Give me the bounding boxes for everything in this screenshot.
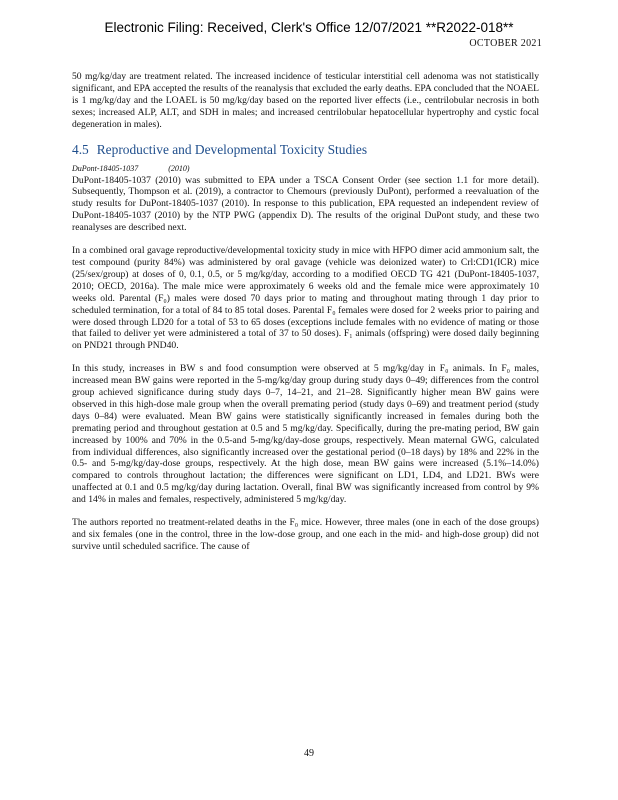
paragraph-study-design: In a combined oral gavage reproductive/developmental toxicity study in mice with HFPO dimer acid ammonium salt, the test compound (purity 84%) was administered by oral gavage (vehicle was deionized water) to Crl:CD1(ICR) mice (25/sex/group) at doses of 0, 0.1, 0.5, or 5 mg/kg/day, according to a modified OECD TG 421 (DuPont-18405-1037, 2010; OECD, 2016a). The male mice were approximately 6 weeks old and the female mice were approximately 10 weeks old. Parental (F₀) males were dosed 70 days prior to mating and throughout mating through 1 day prior to scheduled termination, for a total of 84 to 85 total doses. Parental F₀ females were dosed for 2 weeks prior to pairing and were dosed through LD20 for a total of 53 to 65 doses (exceptions include females with no evidence of mating or those that failed to deliver yet were administered a total of 37 to 50 doses). F₁ animals (offspring) were dosed daily beginning on PND21 through PND40. bbox=[72, 245, 539, 352]
section-title: Reproductive and Developmental Toxicity Studies bbox=[96, 141, 368, 157]
paragraph-continued: 50 mg/kg/day are treatment related. The increased incidence of testicular interstitial cell adenoma was not statistically significant, and EPA accepted the results of the reanalysis that excluded the early deaths. EPA concluded that the NOAEL is 1 mg/kg/day and the LOAEL is 50 mg/kg/day based on the reported liver effects (i.e., centrilobular necrosis in both sexes; increased ALP, ALT, and SDH in males; and increased centrilobular hepatocellular hypertrophy and cystic focal degeneration in males). bbox=[72, 71, 539, 130]
study-subheading-year: (2010) bbox=[168, 163, 190, 173]
section-number: 4.5 bbox=[72, 141, 89, 157]
paragraph-mortality: The authors reported no treatment-related deaths in the F₀ mice. However, three males (one in each of the dose groups) and six females (one in the control, three in the low-dose group, and one each in the mid- and high-dose group) did not survive until scheduled sacrifice. The cause of bbox=[72, 517, 539, 552]
page-number: 49 bbox=[304, 748, 314, 759]
paragraph-study-intro: DuPont-18405-1037 (2010) was submitted to EPA under a TSCA Consent Order (see section 1.1 for more detail). Subsequently, Thompson et al. (2019), a contractor to Chemours (previously DuPont), performed a reevaluation of the study results for DuPont-18405-1037 (2010). In response to this publication, EPA requested an independent review of DuPont-18405-1037 (2010) by the NTP PWG (appendix D). The results of the original DuPont study, and these two reanalyses are described next. bbox=[72, 174, 539, 234]
running-head-date: OCTOBER 2021 bbox=[469, 38, 542, 49]
section-heading bbox=[72, 142, 539, 157]
study-subheading-id: DuPont-18405-1037 bbox=[72, 163, 139, 173]
paragraph-body-weight: In this study, increases in BW s and food consumption were observed at 5 mg/kg/day in F₀ animals. In F₀ males, increased mean BW gains were reported in the 5-mg/kg/day group during study days 0–49; differences from the control group achieved significance during study days 0–7, 14–21, and 21–28. Significantly higher mean BW gains were observed in this high-dose male group when the overall premating period (study days 0–69) and treatment period (study days 0–84) were evaluated. Mean BW gains were statistically significantly increased in females during both the premating period and throughout gestation at 0.5 and 5 mg/kg/day. Specifically, during the pre-mating period, BW gain increased by 100% and 70% in the 0.5-and 5-mg/kg/day-dose groups, respectively. Mean maternal GWG, calculated from individual differences, also significantly increased over the gestational period (0–18 days) by 18% and 22% in the 0.5- and 5-mg/kg/day-dose groups, respectively. At the high dose, mean BW gains were increased (5.1%–14.0%) compared to controls throughout lactation; the differences were significant on LD1, LD4, and LD21. BWs were unaffected at 0.1 and 0.5 mg/kg/day during lactation. Overall, final BW was significantly increased from control by 9% and 14% in males and females, respectively, administered 5 mg/kg/day. bbox=[72, 363, 539, 506]
filing-stamp: Electronic Filing: Received, Clerk's Office 12/07/2021 **R2022-018** bbox=[104, 20, 514, 35]
body-text bbox=[72, 71, 539, 564]
study-subheading bbox=[72, 164, 539, 174]
